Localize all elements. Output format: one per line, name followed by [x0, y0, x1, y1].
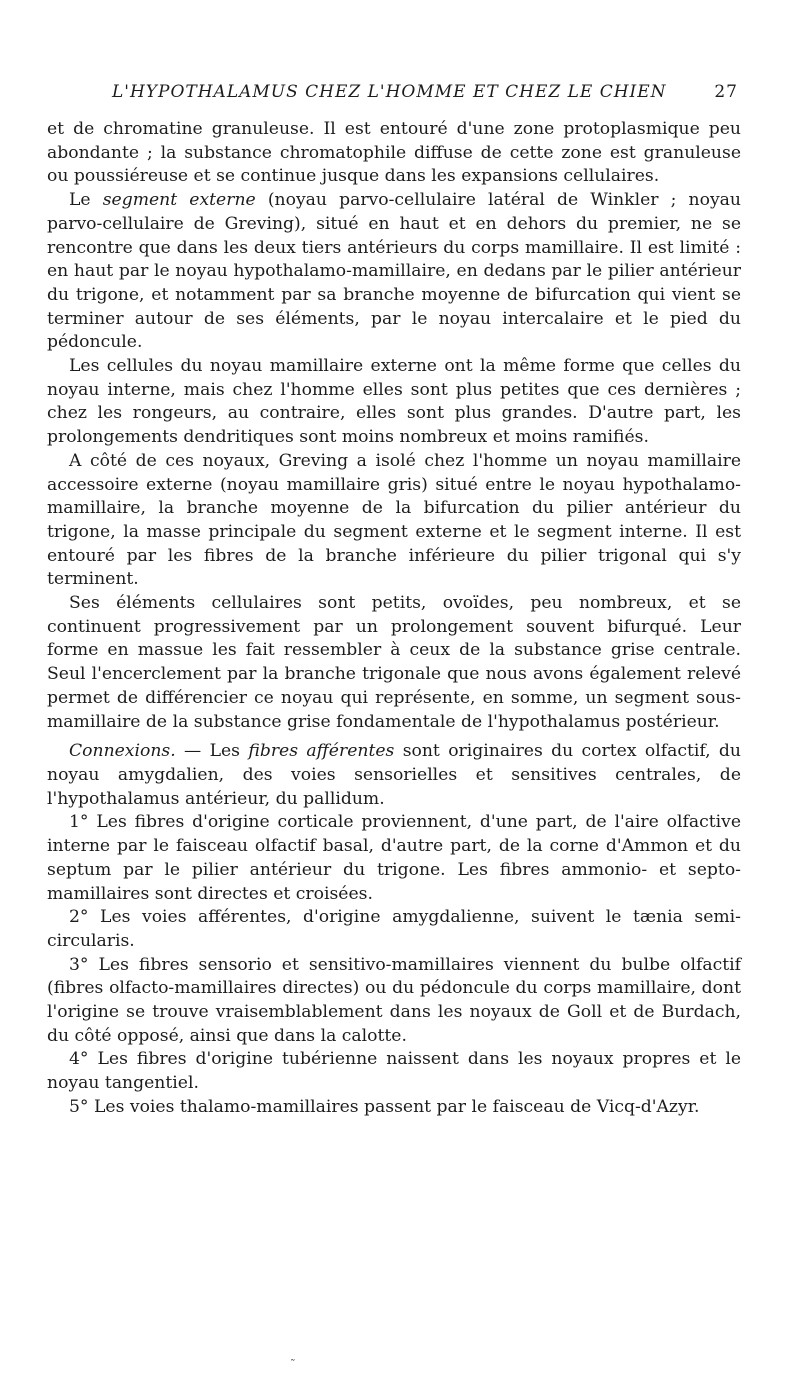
paragraph-1: et de chromatine granuleuse. Il est entouré d'une zone protoplasmique peu abondante ; la substance chromatophile diffuse de cette zone est granuleuse ou poussiéreuse et se continue jusque dans les expansions cellulaires. — [47, 119, 741, 187]
page-header — [112, 82, 742, 102]
paragraph-connexions — [47, 740, 741, 811]
paragraph-2-lead: Le — [69, 190, 103, 211]
paragraph-3: Les cellules du noyau mamillaire externe ont la même forme que celles du noyau interne, mais chez l'homme elles sont plus petites que ces dernières ; chez les rongeurs, au contraire, elles sont plus grandes. D'autre part, les prolongements dendritiques sont moins nombreux et moins ramifiés. — [47, 356, 741, 448]
list-item-4: 4° Les fibres d'origine tubérienne naissent dans les noyaux propres et le noyau tangentiel. — [47, 1049, 741, 1094]
page-number: 27 — [714, 82, 738, 102]
footer-mark: ˜ — [290, 1358, 296, 1371]
list-item-1: 1° Les fibres d'origine corticale proviennent, d'une part, de l'aire olfactive interne par le faisceau olfactif basal, d'autre part, de la corne d'Ammon et du septum par le pilier antérieur du trigone. Les fibres ammonio- et septo-mamillaires sont directes et croisées. — [47, 812, 741, 904]
term-segment-externe: segment externe — [102, 190, 256, 211]
paragraph-5: Ses éléments cellulaires sont petits, ovoïdes, peu nombreux, et se continuent progressivement par un prolongement souvent bifurqué. Leur forme en massue les fait ressembler à ceux de la substance grise centrale. Seul l'encerclement par la branche trigonale que nous avons également relevé permet de différencier ce noyau qui représente, en somme, un segment sous-mamillaire de la substance grise fondamentale de l'hypothalamus postérieur. — [47, 593, 741, 732]
paragraph-2-rest: (noyau parvo-cellulaire latéral de Winkler ; noyau parvo-cellulaire de Greving), situé en haut et en dehors du premier, ne se rencontre que dans les deux tiers antérieurs du corps mamillaire. Il est limité : en haut par le noyau hypothalamo-mamillaire, en dedans par le pilier antérieur du trigone, et notamment par sa branche moyenne de bifurcation qui vient se terminer autour de ses éléments, par le noyau intercalaire et le pied du pédoncule. — [47, 190, 741, 353]
paragraph-connexions-rest: sont originaires du cortex olfactif, du noyau amygdalien, des voies sensorielles et sensitives centrales, de l'hypothalamus antérieur, du pallidum. — [47, 741, 741, 809]
term-fibres-afferentes: fibres afférentes — [248, 741, 395, 762]
running-title: L'HYPOTHALAMUS CHEZ L'HOMME ET CHEZ LE CHIEN — [112, 82, 667, 102]
list-item-2: 2° Les voies afférentes, d'origine amygdalienne, suivent le tænia semi-circularis. — [47, 907, 741, 951]
term-connexions: Connexions. — [69, 741, 176, 762]
paragraph-4: A côté de ces noyaux, Greving a isolé chez l'homme un noyau mamillaire accessoire externe (noyau mamillaire gris) situé entre le noyau hypothalamo-mamillaire, la branche moyenne de la bifurcation du pilier antérieur du trigone, la masse principale du segment externe et le segment interne. Il est entouré par les fibres de la branche inférieure du pilier trigonal qui s'y terminent. — [47, 450, 741, 590]
paragraph-connexions-mid: — Les — [175, 741, 249, 762]
page-body — [47, 118, 741, 1120]
paragraph-2 — [47, 189, 741, 355]
list-item-3: 3° Les fibres sensorio et sensitivo-mamillaires viennent du bulbe olfactif (fibres olfacto-mamillaires directes) ou du pédoncule du corps mamillaire, dont l'origine se trouve vraisemblablement dans les noyaux de Goll et de Burdach, du côté opposé, ainsi que dans la calotte. — [47, 954, 741, 1046]
list-item-5: 5° Les voies thalamo-mamillaires passent par le faisceau de Vicq-d'Azyr. — [69, 1096, 700, 1117]
